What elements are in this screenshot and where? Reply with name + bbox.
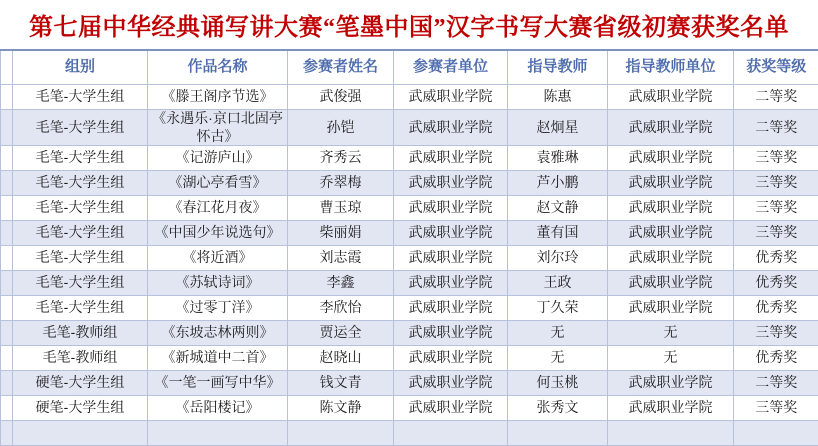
table-cell: 武威职业学院 (608, 371, 734, 396)
table-cell: 丁久荣 (508, 296, 608, 321)
table-cell: 武威职业学院 (608, 396, 734, 421)
table-cell: 武威职业学院 (394, 146, 508, 171)
row-spacer-cell (1, 346, 13, 371)
table-row (1, 271, 818, 296)
row-spacer-cell (1, 271, 13, 296)
row-spacer-cell (1, 171, 13, 196)
table-cell: 毛笔-大学生组 (13, 221, 148, 246)
table-cell: 毛笔-大学生组 (13, 85, 148, 110)
table-body (1, 85, 818, 446)
award-table (0, 49, 818, 446)
table-cell: 硬笔-大学生组 (13, 371, 148, 396)
row-spacer-cell (1, 371, 13, 396)
table-cell: 武威职业学院 (394, 196, 508, 221)
cut-off-row (1, 421, 818, 446)
row-spacer-cell (1, 421, 13, 446)
table-cell: 武威职业学院 (608, 110, 734, 146)
table-cell: 毛笔-大学生组 (13, 171, 148, 196)
table-cell (394, 421, 508, 446)
table-cell: 武威职业学院 (608, 296, 734, 321)
table-cell: 齐秀云 (288, 146, 394, 171)
table-cell: 张秀文 (508, 396, 608, 421)
row-spacer-cell (1, 246, 13, 271)
header-cell: 参赛者单位 (394, 50, 508, 85)
table-cell: 《新城道中二首》 (148, 346, 288, 371)
table-cell: 《将近酒》 (148, 246, 288, 271)
row-spacer-cell (1, 196, 13, 221)
table-cell: 三等奖 (734, 146, 818, 171)
table-cell: 武威职业学院 (608, 221, 734, 246)
table-cell: 优秀奖 (734, 346, 818, 371)
table-row (1, 196, 818, 221)
table-cell (13, 421, 148, 446)
table-cell: 《记游庐山》 (148, 146, 288, 171)
table-row (1, 146, 818, 171)
table-cell: 毛笔-大学生组 (13, 196, 148, 221)
table-cell: 武威职业学院 (608, 146, 734, 171)
table-cell: 三等奖 (734, 196, 818, 221)
table-row (1, 296, 818, 321)
table-cell: 《中国少年说选句》 (148, 221, 288, 246)
table-cell: 董有国 (508, 221, 608, 246)
table-cell: 《滕王阁序节选》 (148, 85, 288, 110)
table-row (1, 85, 818, 110)
row-spacer-cell (1, 396, 13, 421)
table-cell: 《湖心亭看雪》 (148, 171, 288, 196)
header-cell: 指导教师单位 (608, 50, 734, 85)
table-cell: 优秀奖 (734, 271, 818, 296)
table-cell: 武威职业学院 (394, 346, 508, 371)
table-row (1, 171, 818, 196)
table-cell: 李欣怡 (288, 296, 394, 321)
row-spacer-cell (1, 146, 13, 171)
header-cell: 获奖等级 (734, 50, 818, 85)
table-row (1, 346, 818, 371)
header-cell: 参赛者姓名 (288, 50, 394, 85)
row-spacer-cell (1, 296, 13, 321)
table-cell: 武威职业学院 (394, 271, 508, 296)
table-cell: 无 (508, 346, 608, 371)
table-cell: 武威职业学院 (394, 321, 508, 346)
table-cell: 武威职业学院 (394, 246, 508, 271)
table-cell: 《春江花月夜》 (148, 196, 288, 221)
table-cell: 毛笔-大学生组 (13, 271, 148, 296)
table-cell: 陈惠 (508, 85, 608, 110)
table-cell: 硬笔-大学生组 (13, 396, 148, 421)
table-cell: 武威职业学院 (394, 396, 508, 421)
header-cell: 组别 (13, 50, 148, 85)
header-cell-spacer (1, 50, 13, 85)
table-row (1, 246, 818, 271)
table-cell: 钱文青 (288, 371, 394, 396)
table-cell: 武威职业学院 (394, 371, 508, 396)
table-row (1, 221, 818, 246)
table-cell: 赵文静 (508, 196, 608, 221)
table-cell: 武威职业学院 (608, 271, 734, 296)
table-cell: 《岳阳楼记》 (148, 396, 288, 421)
table-cell: 武威职业学院 (394, 85, 508, 110)
table-cell: 李鑫 (288, 271, 394, 296)
header-cell: 作品名称 (148, 50, 288, 85)
table-header-row (1, 50, 818, 85)
table-cell: 刘尔玲 (508, 246, 608, 271)
table-cell: 武俊强 (288, 85, 394, 110)
table-cell: 芦小鹏 (508, 171, 608, 196)
table-cell: 无 (608, 321, 734, 346)
table-cell: 武威职业学院 (394, 296, 508, 321)
table-cell: 柴丽娟 (288, 221, 394, 246)
table-cell (734, 421, 818, 446)
table-cell: 二等奖 (734, 110, 818, 146)
table-cell: 刘志霞 (288, 246, 394, 271)
table-cell: 三等奖 (734, 171, 818, 196)
table-cell: 武威职业学院 (394, 221, 508, 246)
table-cell: 贾运全 (288, 321, 394, 346)
table-cell: 武威职业学院 (394, 110, 508, 146)
table-cell: 何玉桃 (508, 371, 608, 396)
table-cell: 优秀奖 (734, 246, 818, 271)
table-cell: 毛笔-大学生组 (13, 146, 148, 171)
table-cell: 优秀奖 (734, 296, 818, 321)
row-spacer-cell (1, 110, 13, 146)
table-cell (508, 421, 608, 446)
table-cell: 乔翠梅 (288, 171, 394, 196)
table-cell: 《苏轼诗词》 (148, 271, 288, 296)
table-cell: 三等奖 (734, 396, 818, 421)
table-row (1, 371, 818, 396)
row-spacer-cell (1, 321, 13, 346)
table-cell: 毛笔-大学生组 (13, 246, 148, 271)
table-cell: 无 (508, 321, 608, 346)
table-cell: 二等奖 (734, 371, 818, 396)
table-cell: 武威职业学院 (394, 171, 508, 196)
header-cell: 指导教师 (508, 50, 608, 85)
table-cell: 三等奖 (734, 321, 818, 346)
row-spacer-cell (1, 85, 13, 110)
table-cell: 三等奖 (734, 221, 818, 246)
table-cell: 无 (608, 346, 734, 371)
page-title: 第七届中华经典诵写讲大赛“笔墨中国”汉字书写大赛省级初赛获奖名单 (0, 0, 818, 49)
table-cell: 武威职业学院 (608, 85, 734, 110)
table-cell: 曹玉琼 (288, 196, 394, 221)
table-cell (148, 421, 288, 446)
table-cell (608, 421, 734, 446)
table-cell: 陈文静 (288, 396, 394, 421)
table-row (1, 110, 818, 146)
table-cell: 二等奖 (734, 85, 818, 110)
row-spacer-cell (1, 221, 13, 246)
table-cell: 武威职业学院 (608, 171, 734, 196)
table-cell: 武威职业学院 (608, 196, 734, 221)
table-cell: 《一笔一画写中华》 (148, 371, 288, 396)
table-cell: 孙铠 (288, 110, 394, 146)
table-cell: 《东坡志林两则》 (148, 321, 288, 346)
table-row (1, 321, 818, 346)
table-cell: 赵炯星 (508, 110, 608, 146)
table-cell: 武威职业学院 (608, 246, 734, 271)
table-cell: 毛笔-教师组 (13, 321, 148, 346)
table-cell: 《永遇乐·京口北固亭怀古》 (148, 110, 288, 146)
table-cell: 王政 (508, 271, 608, 296)
table-cell: 毛笔-教师组 (13, 346, 148, 371)
table-cell: 袁雅琳 (508, 146, 608, 171)
table-cell: 毛笔-大学生组 (13, 110, 148, 146)
table-row (1, 396, 818, 421)
table-cell: 《过零丁洋》 (148, 296, 288, 321)
table-cell: 毛笔-大学生组 (13, 296, 148, 321)
table-cell (288, 421, 394, 446)
table-cell: 赵晓山 (288, 346, 394, 371)
